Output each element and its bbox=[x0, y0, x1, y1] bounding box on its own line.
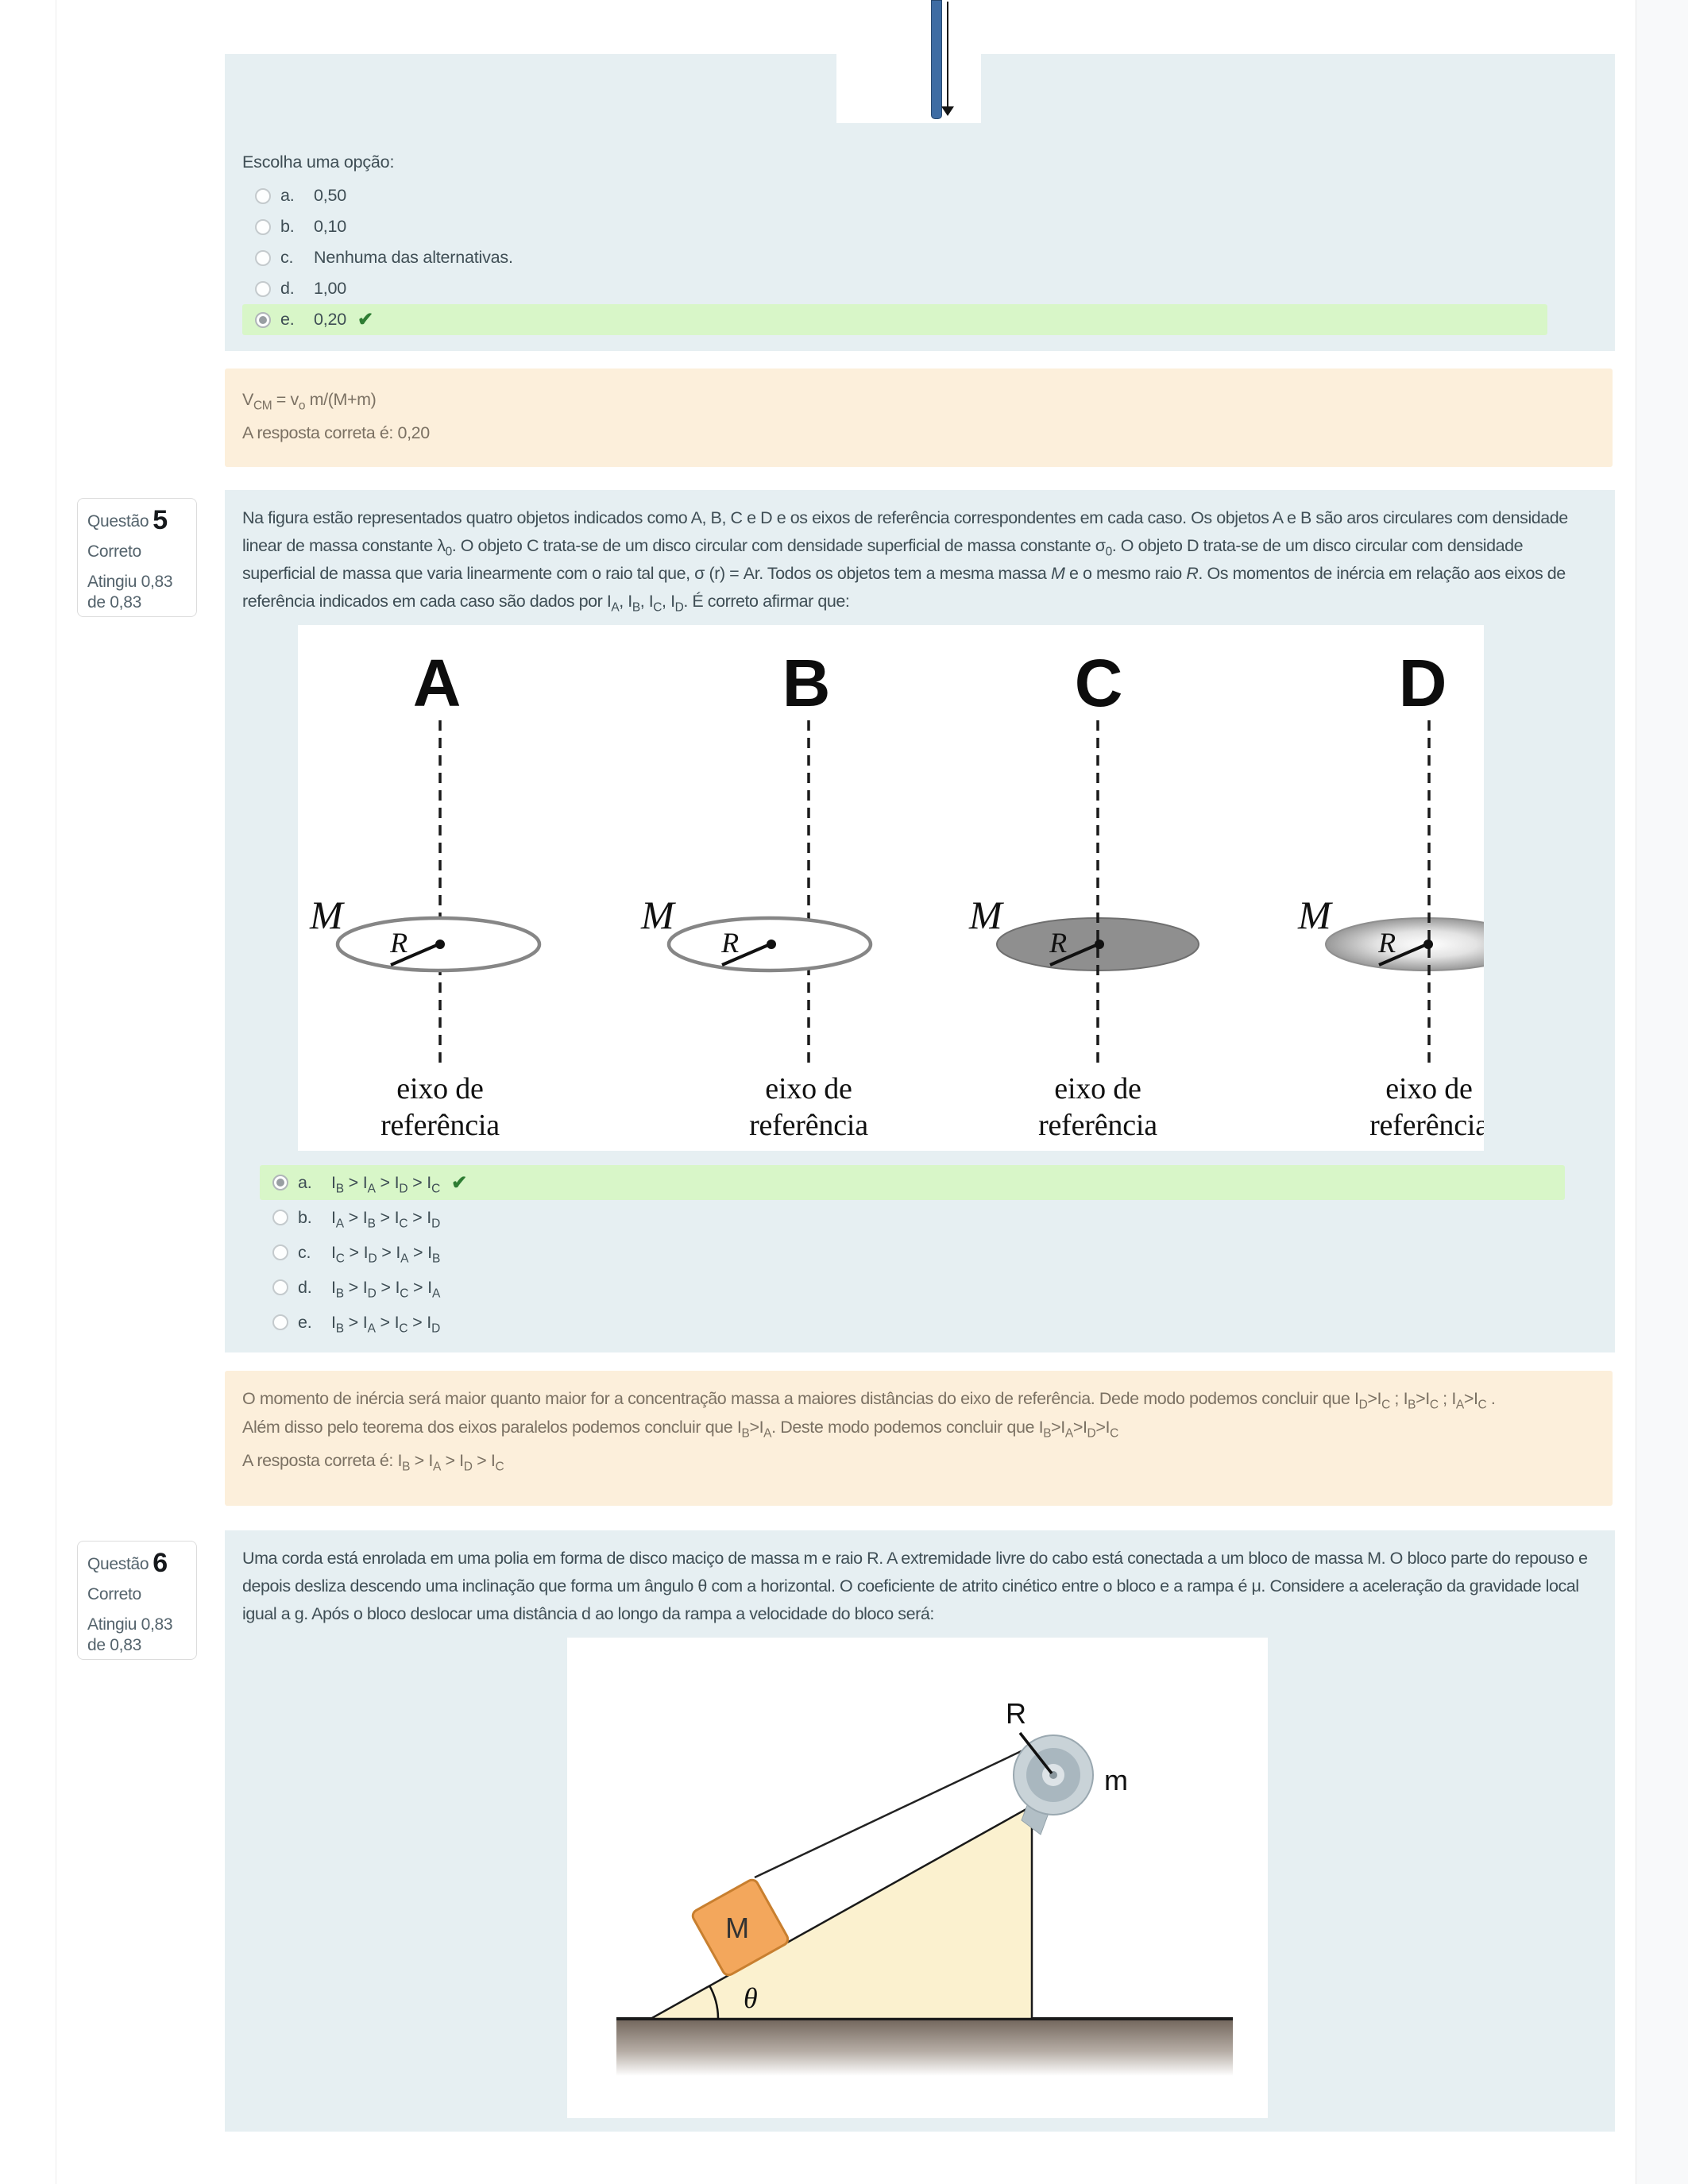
question-number: Questão 6 bbox=[87, 1548, 168, 1578]
option-text: $I_B > I_D > I_C > I_A$ bbox=[331, 1277, 441, 1300]
option-text: 0,20 bbox=[314, 310, 347, 329]
center-dot bbox=[1095, 940, 1104, 949]
radio-button[interactable] bbox=[255, 188, 271, 204]
question-grade: Atingiu 0,83 de 0,83 bbox=[87, 1615, 173, 1654]
option-text: $I_C > I_D > I_A > I_B$ bbox=[331, 1242, 441, 1265]
check-icon: ✔ bbox=[451, 1171, 467, 1194]
svg-text:referência: referência bbox=[749, 1109, 868, 1142]
object-a-ring-axis-center bbox=[309, 646, 539, 1142]
option-text: $I_A > I_B > I_C > I_D$ bbox=[331, 1207, 441, 1230]
option-letter: d. bbox=[280, 279, 295, 298]
svg-text:eixo de: eixo de bbox=[396, 1072, 484, 1106]
question5-figure bbox=[298, 625, 1484, 1151]
page-right-gutter bbox=[1636, 0, 1688, 2184]
feedback-answer: A resposta correta é: $I_B > I_A > I_D > I_C$ bbox=[242, 1451, 504, 1474]
option-letter: c. bbox=[298, 1242, 311, 1262]
feedback-explanation-2: Além disso pelo teorema dos eixos paralelos podemos concluir que $I_B>I_A$. Deste modo podemos concluir que $I_B>I_A>I_D>I_C$ bbox=[242, 1418, 1118, 1441]
inertia-objects-diagram bbox=[298, 625, 1484, 1151]
option-text: $I_B > I_A > I_D > I_C$ bbox=[331, 1172, 441, 1195]
svg-text:referência: referência bbox=[1369, 1109, 1484, 1142]
svg-text:R: R bbox=[1006, 1697, 1026, 1730]
option-letter: a. bbox=[298, 1172, 312, 1192]
pulley-disc bbox=[1014, 1735, 1093, 1815]
object-d-gradient-disc bbox=[1297, 646, 1484, 1142]
svg-text:θ: θ bbox=[744, 1982, 758, 2014]
option-letter: a. bbox=[280, 186, 295, 205]
disc-shape bbox=[1326, 918, 1484, 970]
feedback-formula: $V_{CM} = v_o$ m/(M+m) bbox=[242, 390, 377, 413]
svg-text:eixo de: eixo de bbox=[1054, 1072, 1141, 1106]
option-text: Nenhuma das alternativas. bbox=[314, 248, 513, 267]
svg-text:M: M bbox=[310, 893, 343, 937]
feedback-answer: A resposta correta é: 0,20 bbox=[242, 423, 430, 442]
svg-text:C: C bbox=[1074, 646, 1123, 720]
question6-info-box bbox=[77, 1541, 197, 1660]
option-row-b[interactable] bbox=[260, 1200, 1565, 1235]
option-letter: b. bbox=[280, 217, 295, 236]
radio-button[interactable] bbox=[255, 281, 271, 297]
svg-text:eixo de: eixo de bbox=[765, 1072, 852, 1106]
rod-shape bbox=[931, 0, 942, 119]
down-arrow-icon bbox=[947, 2, 948, 108]
option-row-a-correct[interactable] bbox=[260, 1165, 1565, 1200]
options-list bbox=[242, 1165, 1597, 1340]
check-icon: ✔ bbox=[357, 309, 373, 330]
radio-button[interactable] bbox=[255, 250, 271, 266]
option-text: 0,50 bbox=[314, 186, 347, 205]
svg-text:R: R bbox=[1049, 927, 1067, 959]
option-letter: e. bbox=[280, 310, 295, 329]
svg-text:referência: referência bbox=[1038, 1109, 1157, 1142]
svg-text:M: M bbox=[1298, 893, 1331, 937]
option-row-e[interactable] bbox=[260, 1305, 1565, 1340]
options-list bbox=[225, 180, 1615, 335]
option-row-d[interactable] bbox=[260, 1270, 1565, 1305]
object-c-uniform-disc bbox=[968, 646, 1199, 1142]
question6-figure bbox=[567, 1638, 1268, 2118]
radio-button[interactable] bbox=[272, 1314, 288, 1330]
svg-text:M: M bbox=[969, 893, 1002, 937]
question5-content-box bbox=[225, 490, 1615, 1352]
radio-button-selected[interactable] bbox=[255, 312, 271, 328]
svg-text:D: D bbox=[1398, 646, 1447, 720]
center-dot bbox=[435, 940, 445, 949]
question-status: Correto bbox=[87, 542, 141, 561]
question6-text: Uma corda está enrolada em uma polia em forma de disco maciço de massa m e raio R. A extremidade livre do cabo está conectada a um bloco de massa M. O bloco parte do repouso e depois desliza descendo uma inclinação que forma um ângulo θ com a horizontal. O coeficiente de atrito cinético entre o bloco e a rampa é μ. Considere a aceleração da gravidade local igual a g. Após o bloco deslocar uma distância d ao longo da rampa a velocidade do bloco será: bbox=[242, 1549, 1588, 1623]
question-status: Correto bbox=[87, 1585, 141, 1603]
svg-text:M: M bbox=[641, 893, 674, 937]
option-row-d[interactable] bbox=[242, 273, 1547, 304]
option-row-c[interactable] bbox=[260, 1235, 1565, 1270]
option-row-e-correct[interactable] bbox=[242, 304, 1547, 335]
svg-text:A: A bbox=[412, 646, 462, 720]
radio-button[interactable] bbox=[272, 1279, 288, 1295]
option-row-b[interactable] bbox=[242, 211, 1547, 242]
prev-question-feedback bbox=[225, 369, 1613, 467]
option-text: 1,00 bbox=[314, 279, 347, 298]
question5-text: Na figura estão representados quatro objetos indicados como A, B, C e D e os eixos de referência correspondentes em cada caso. Os objetos A e B são aros circulares com densidade linear de massa constante $\lambda_0$. O objeto C trata-se de um disco circular com densidade superficial de massa constante $\sigma_0$. O objeto D trata-se de um disco circular com densidade superficial de massa que varia linearmente com o raio tal que, σ (r) = Ar. Todos os objetos tem a mesma massa M e o mesmo raio R. Os momentos de inércia em relação aos eixos de referência indicados em cada caso são dados por $I_A$, $I_B$, $I_C$, $I_D$. É correto afirmar que: bbox=[242, 508, 1568, 615]
radio-button-selected[interactable] bbox=[272, 1175, 288, 1190]
down-arrow-head-icon bbox=[941, 106, 954, 116]
object-b-ring-axis-edge bbox=[640, 646, 871, 1142]
svg-text:R: R bbox=[721, 927, 739, 959]
option-letter: d. bbox=[298, 1277, 312, 1297]
svg-text:eixo de: eixo de bbox=[1385, 1072, 1473, 1106]
center-dot bbox=[767, 940, 776, 949]
svg-text:M: M bbox=[725, 1912, 749, 1944]
ground-shading bbox=[616, 2020, 1233, 2076]
question5-feedback bbox=[225, 1371, 1613, 1506]
question-number: Questão 5 bbox=[87, 505, 168, 535]
question-grade: Atingiu 0,83 de 0,83 bbox=[87, 573, 173, 612]
option-text: 0,10 bbox=[314, 217, 347, 236]
question6-content-box bbox=[225, 1530, 1615, 2132]
svg-text:m: m bbox=[1104, 1764, 1128, 1796]
svg-text:R: R bbox=[390, 927, 408, 959]
radio-button[interactable] bbox=[255, 219, 271, 235]
svg-text:referência: referência bbox=[380, 1109, 500, 1142]
center-dot bbox=[1423, 940, 1433, 949]
answer-prompt: Escolha uma opção: bbox=[242, 152, 395, 172]
feedback-explanation-1: O momento de inércia será maior quanto maior for a concentração massa a maiores distâncias do eixo de referência. Dede modo podemos concluir que $I_D>I_C$ ; $I_B>I_C$ ; $I_A>I_C$ . bbox=[242, 1389, 1496, 1412]
prev-question-figure bbox=[836, 0, 981, 123]
option-row-c[interactable] bbox=[242, 242, 1547, 273]
radio-button[interactable] bbox=[272, 1210, 288, 1225]
svg-text:R: R bbox=[1378, 927, 1396, 959]
incline-pulley-diagram bbox=[567, 1638, 1268, 2118]
question5-info-box bbox=[77, 498, 197, 617]
option-row-a[interactable] bbox=[242, 180, 1547, 211]
svg-text:B: B bbox=[782, 646, 831, 720]
option-letter: e. bbox=[298, 1312, 312, 1332]
option-letter: b. bbox=[298, 1207, 312, 1227]
option-letter: c. bbox=[280, 248, 294, 267]
option-text: $I_B > I_A > I_C > I_D$ bbox=[331, 1312, 441, 1335]
radio-button[interactable] bbox=[272, 1244, 288, 1260]
